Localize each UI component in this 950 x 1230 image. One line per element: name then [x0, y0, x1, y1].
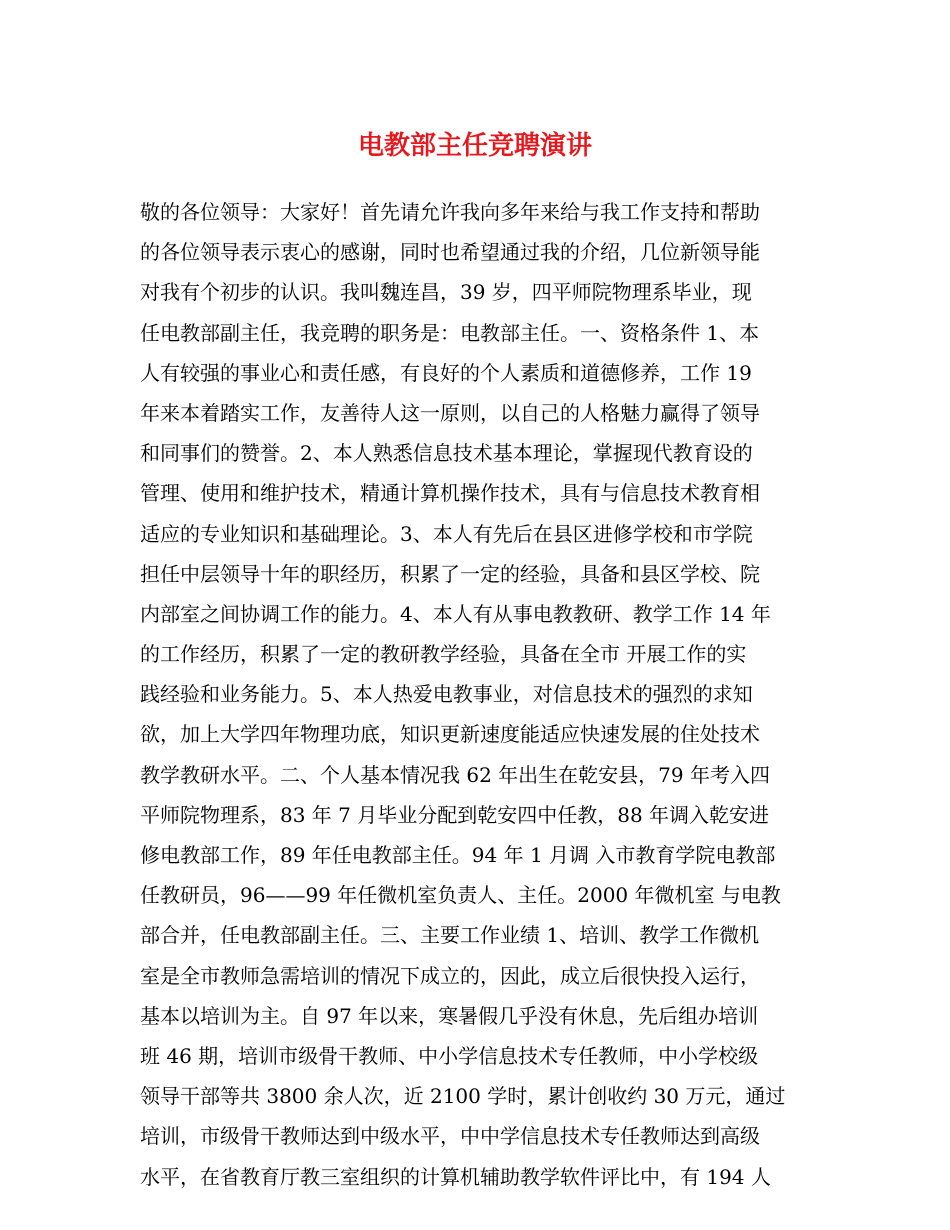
body-line: 任教研员，96——99 年任微机室负责人、主任。2000 年微机室 与电教 — [140, 883, 781, 908]
body-line: 修电教部工作，89 年任电教部主任。94 年 1 月调 入市教育学院电教部 — [140, 843, 776, 867]
document-body — [140, 192, 820, 1197]
body-line: 和同事们的赞誉。2、本人熟悉信息技术基本理论，掌握现代教育设的 — [140, 441, 753, 466]
body-line: 部合并，任电教部副主任。三、主要工作业绩 1、培训、教学工作微机 — [140, 923, 760, 948]
body-line: 的工作经历，积累了一定的教研教学经验，具备在全市 开展工作的实 — [140, 642, 747, 667]
body-line: 人有较强的事业心和责任感，有良好的个人素质和道德修养，工作 19 — [140, 360, 752, 385]
body-line: 对我有个初步的认识。我叫魏连昌，39 岁，四平师院物理系毕业，现 — [140, 280, 752, 305]
body-line: 室是全市教师急需培训的情况下成立的，因此，成立后很快投入运行， — [140, 963, 760, 988]
body-line: 基本以培训为主。自 97 年以来，寒暑假几乎没有休息，先后组办培训 — [140, 1003, 759, 1028]
body-line: 管理、使用和维护技术，精通计算机操作技术，具有与信息技术教育相 — [140, 481, 760, 506]
document-title: 电教部主任竞聘演讲 — [357, 131, 592, 161]
body-line: 内部室之间协调工作的能力。4、本人有从事电教教研、教学工作 14 年 — [140, 601, 771, 626]
body-line: 水平，在省教育厅教三室组织的计算机辅助教学软件评比中，有 194 人 — [140, 1164, 771, 1189]
body-line: 平师院物理系，83 年 7 月毕业分配到乾安四中任教，88 年调入乾安进 — [140, 802, 770, 827]
body-line: 适应的专业知识和基础理论。3、本人有先后在县区进修学校和市学院 — [140, 521, 753, 546]
body-line: 担任中层领导十年的职经历，积累了一定的经验，具备和县区学校、院 — [140, 561, 760, 586]
body-line: 班 46 期，培训市级骨干教师、中小学信息技术专任教师，中小学校级 — [140, 1043, 759, 1068]
body-line: 教学教研水平。二、个人基本情况我 62 年出生在乾安县，79 年考入四 — [140, 762, 770, 787]
body-line: 欲，加上大学四年物理功底，知识更新速度能适应快速发展的住处技术 — [140, 722, 760, 747]
body-line: 任电教部副主任，我竞聘的职务是：电教部主任。一、资格条件 1、本 — [140, 320, 760, 345]
body-line: 敬的各位领导：大家好！首先请允许我向多年来给与我工作支持和帮助 — [140, 200, 760, 224]
body-line: 领导干部等共 3800 余人次，近 2100 学时，累计创收约 30 万元，通过 — [140, 1084, 786, 1109]
body-line: 年来本着踏实工作，友善待人这一原则，以自己的人格魅力赢得了领导 — [140, 400, 760, 425]
body-line: 的各位领导表示衷心的感谢，同时也希望通过我的介绍，几位新领导能 — [140, 240, 760, 265]
body-line: 践经验和业务能力。5、本人热爱电教事业，对信息技术的强烈的求知 — [140, 682, 753, 707]
body-line: 培训，市级骨干教师达到中级水平，中中学信息技术专任教师达到高级 — [140, 1124, 760, 1149]
